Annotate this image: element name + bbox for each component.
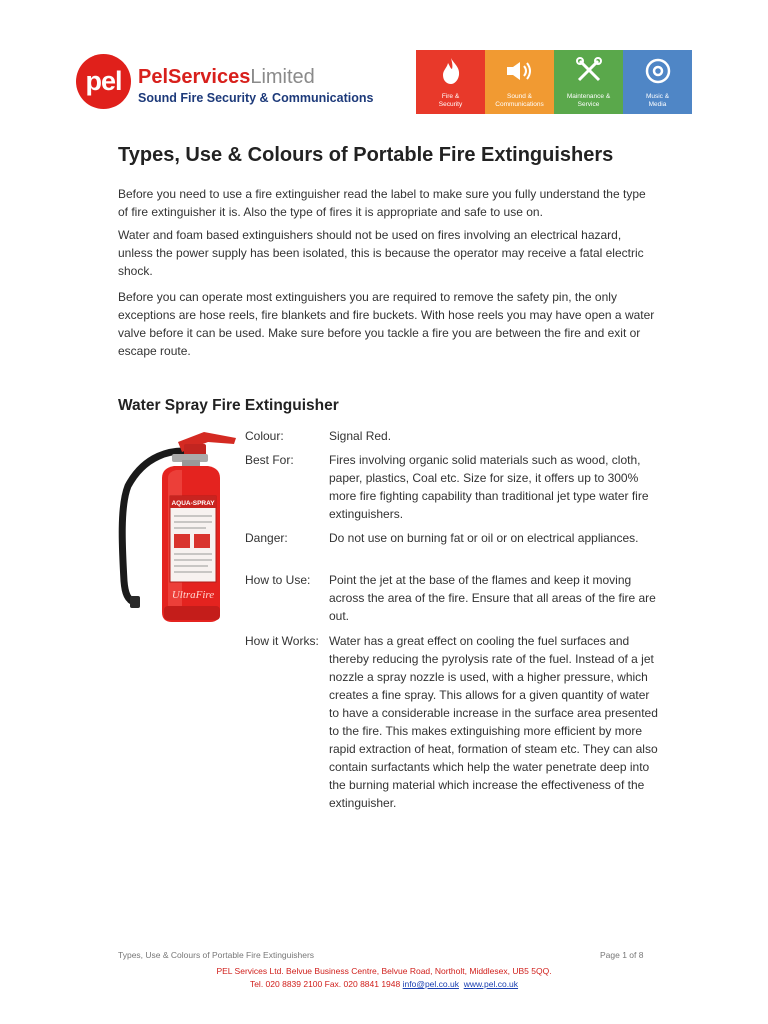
tile-music-media (623, 50, 692, 114)
detail-value: Signal Red. (329, 429, 392, 443)
footer-contact (0, 979, 768, 989)
water-spray-extinguisher-image (116, 426, 240, 636)
tools-icon (572, 56, 606, 86)
tile-label-line2: Media (648, 100, 667, 108)
detail-label: How it Works: (245, 634, 319, 648)
footer-email-link[interactable]: info@pel.co.uk (402, 979, 459, 989)
company-name-bold: PelServices (138, 66, 251, 88)
disc-icon (641, 56, 675, 86)
tile-maintenance-service (554, 50, 623, 114)
footer-website-link[interactable]: www.pel.co.uk (463, 979, 519, 989)
footer-doc-name: Types, Use & Colours of Portable Fire Extinguishers (118, 950, 315, 960)
detail-value: Do not use on burning fat or oil or on electrical appliances. (329, 531, 639, 545)
intro-paragraph: Before you can operate most extinguishers you are required to remove the safety pin, the only exceptions are hose reels, fire blankets and fire buckets. With hose reels you may have open a water valve before it can be used. Make sure before you tackle a fire you are between the fire and exit or escape route. (118, 290, 655, 358)
detail-value: Point the jet at the base of the flames and keep it moving across the area of the fire. Ensure that all areas of the fire are out. (329, 573, 656, 623)
tile-label-line1: Sound & (507, 93, 532, 101)
extinguisher-brand-text: UltraFire (171, 589, 215, 601)
intro-paragraph: Water and foam based extinguishers should not be used on fires involving an electrical hazard, unless the power supply has been isolated, this is because the operator may receive a fatal electric shock. (118, 228, 644, 278)
intro-paragraph: Before you need to use a fire extinguisher read the label to make sure you fully understand the type of fire extinguisher it is. Also the type of fires it is appropriate and safe to use on. (118, 187, 646, 219)
tile-label-line2: Service (577, 100, 600, 108)
logo-mark: pel (76, 54, 131, 109)
footer-phone-fax: Tel. 020 8839 2100 Fax. 020 8841 1948 (249, 979, 403, 989)
page-header (0, 0, 768, 124)
company-name (138, 66, 315, 89)
footer-page-number: Page 1 of 8 (600, 950, 644, 960)
speaker-icon (503, 56, 537, 86)
footer-address: PEL Services Ltd. Belvue Business Centre, Belvue Road, Northolt, Middlesex, UB5 5QQ. (216, 966, 552, 976)
tile-sound-communications (485, 50, 554, 114)
detail-label: Best For: (245, 453, 294, 467)
company-tagline: Sound Fire Security & Communications (138, 91, 374, 105)
flame-icon (434, 56, 468, 86)
tile-label-line2: Communications (495, 100, 544, 108)
detail-value: Water has a great effect on cooling the fuel surfaces and thereby reducing the pyrolysis rate of the fuel. Instead of a jet nozzle a spray nozzle is used, with a higher pressure, which creates a fine spray. This allows for a given quantity of water to have a considerable increase in the surface area presented to the fire. This makes extinguishing more efficient by more rapid extraction of heat, formation of steam etc. They can also contain surfactants which help the water penetrate deep into the burning material which increase the effectiveness of the extinguisher. (329, 634, 658, 810)
tile-label-line1: Music & (645, 93, 670, 101)
tile-label-line1: Fire & (441, 93, 460, 101)
tile-fire-security (416, 50, 485, 114)
detail-value: Fires involving organic solid materials such as wood, cloth, paper, plastics, Coal etc. Size for size, it offers up to 300% more fire fighting capability than traditional jet type water fire extinguishers. (329, 453, 649, 521)
extinguisher-label-text: AQUA-SPRAY (171, 500, 215, 507)
detail-label: How to Use: (245, 573, 311, 587)
tile-label-line2: Security (438, 100, 463, 108)
service-tiles (416, 50, 692, 114)
page-title: Types, Use & Colours of Portable Fire Extinguishers (118, 144, 614, 166)
detail-label: Danger: (245, 531, 288, 545)
tile-label-line1: Maintenance & (566, 93, 611, 101)
detail-label: Colour: (245, 429, 284, 443)
company-logo (76, 50, 396, 114)
company-name-light: Limited (250, 66, 315, 88)
section-heading: Water Spray Fire Extinguisher (118, 397, 339, 414)
